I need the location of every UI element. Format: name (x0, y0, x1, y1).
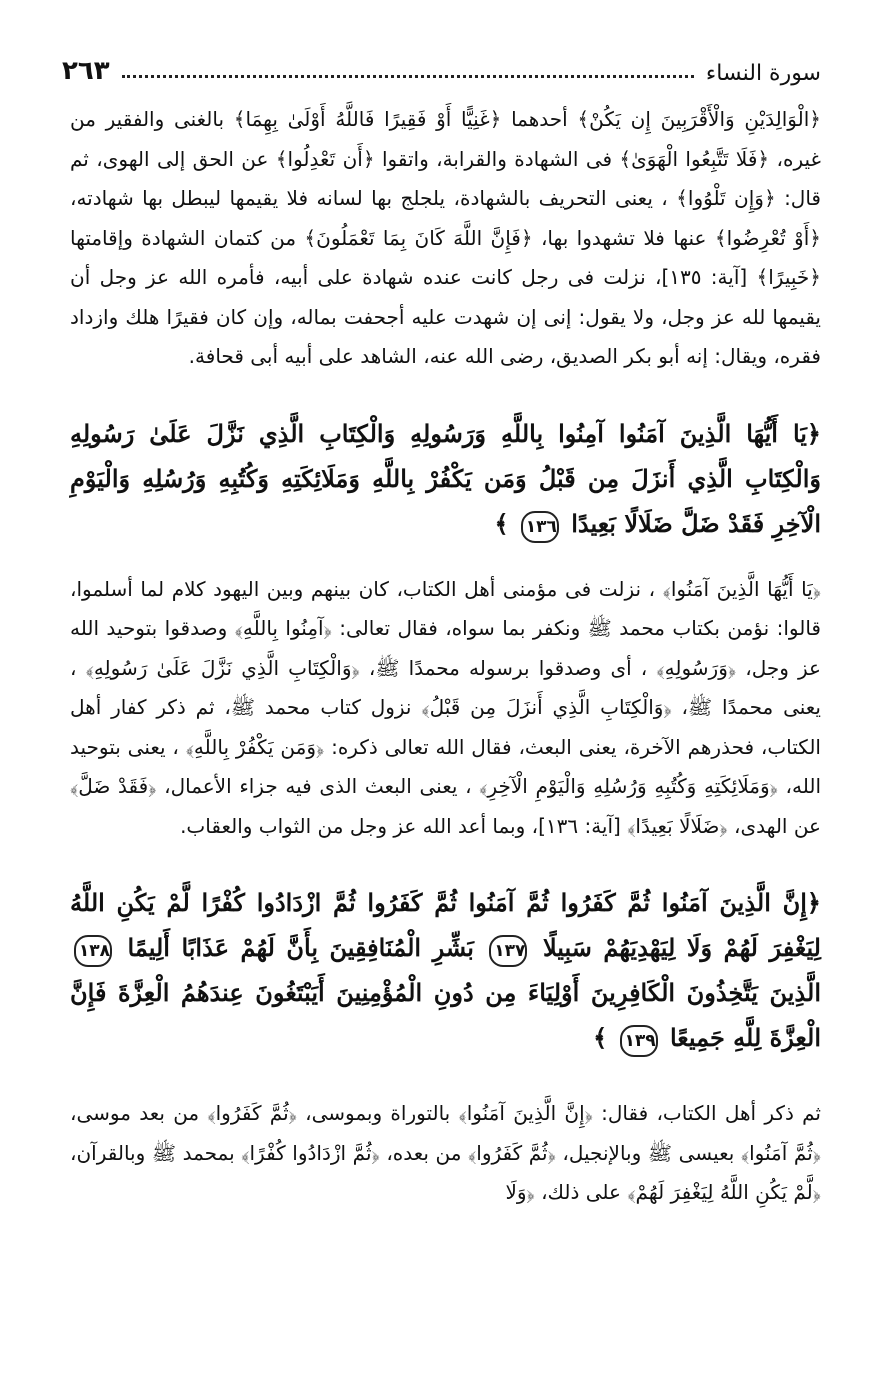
commentary-paragraph-2: ﴿يَا أَيُّهَا الَّذِينَ آمَنُوا﴾ ، نزلت فى مؤمنى أهل الكتاب، كان بينهم وبين اليهود كلام لما أسلموا، قالوا: نؤمن بكتاب محمد ﷺ ونكفر بما سواه، فقال تعالى: ﴿آمِنُوا بِاللَّهِ﴾ وصدقوا بتوحيد الله عز وجل، ﴿وَرَسُولِهِ﴾ ، أى وصدقوا برسوله محمدًا ﷺ، ﴿وَالْكِتَابِ الَّذِي نَزَّلَ عَلَىٰ رَسُولِهِ﴾ ، يعنى محمدًا ﷺ، ﴿وَالْكِتَابِ الَّذِي أَنزَلَ مِن قَبْلُ﴾ نزول كتاب محمد ﷺ، ثم ذكر كفار أهل الكتاب، فحذرهم الآخرة، يعنى البعث، فقال الله تعالى ذكره: ﴿وَمَن يَكْفُرْ بِاللَّهِ﴾ ، يعنى بتوحيد الله، ﴿وَمَلَائِكَتِهِ وَكُتُبِهِ وَرُسُلِهِ وَالْيَوْمِ الْآخِرِ﴾ ، يعنى البعث الذى فيه جزاء الأعمال، ﴿فَقَدْ ضَلَّ﴾ عن الهدى، ﴿ضَلَالًا بَعِيدًا﴾ [آية: ١٣٦]، وبما أعد الله عز وجل من الثواب والعقاب. (70, 576, 821, 838)
verse-136-text: ﴿يَا أَيُّهَا الَّذِينَ آمَنُوا آمِنُوا بِاللَّهِ وَرَسُولِهِ وَالْكِتَابِ الَّذِي نَزَّلَ عَلَىٰ رَسُولِهِ وَالْكِتَابِ الَّذِي أَنزَلَ مِن قَبْلُ وَمَن يَكْفُرْ بِاللَّهِ وَمَلَائِكَتِهِ وَكُتُبِهِ وَرُسُلِهِ وَالْيَوْمِ الْآخِرِ فَقَدْ ضَلَّ ضَلَالًا بَعِيدًا (70, 418, 821, 538)
quran-verses-137-139 (70, 880, 821, 1060)
quran-verse-136 (70, 411, 821, 546)
surah-title: سورة النساء (705, 61, 821, 86)
commentary-paragraph-1: ﴿الْوَالِدَيْنِ وَالْأَقْرَبِينَ إِن يَكُنْ﴾ أحدهما ﴿غَنِيًّا أَوْ فَقِيرًا فَاللَّهُ أَوْلَىٰ بِهِمَا﴾ بالغنى والفقير من غيره، ﴿فَلَا تَتَّبِعُوا الْهَوَىٰ﴾ فى الشهادة والقرابة، واتقوا ﴿أَن تَعْدِلُوا﴾ عن الحق إلى الهوى، ثم قال: ﴿وَإِن تَلْوُوا﴾ ، يعنى التحريف بالشهادة، يلجلج بها لسانه فلا يقيمها ليبطل بها شهادته، ﴿أَوْ تُعْرِضُوا﴾ عنها فلا تشهدوا بها، ﴿فَإِنَّ اللَّهَ كَانَ بِمَا تَعْمَلُونَ﴾ من كتمان الشهادة وإقامتها ﴿خَبِيرًا﴾ [آية: ١٣٥]، نزلت فى رجل كانت عنده شهادة على أبيه، فأمره الله عز وجل أن يقيمها لله عز وجل، ولا يقول: إنى إن شهدت عليه أجحفت بماله، وإن كان فقيرًا هلك وازداد فقره، ويقال: إنه أبو بكر الصديق، رضى الله عنه، الشاهد على أبيه أبى قحافة. (70, 107, 821, 368)
page-body (70, 100, 821, 1213)
verse-139-close-bracket: ﴾ (593, 1023, 608, 1052)
verse-number-137: ١٣٧ (489, 935, 527, 967)
page-number: ٢٦٣ (62, 56, 110, 86)
verse-136-close-bracket: ﴾ (494, 508, 509, 538)
verse-number-136: ١٣٦ (521, 511, 559, 543)
page-header (62, 38, 821, 86)
verse-139-text: الَّذِينَ يَتَّخِذُونَ الْكَافِرِينَ أَوْلِيَاءَ مِن دُونِ الْمُؤْمِنِينَ أَيَبْتَغُونَ عِندَهُمُ الْعِزَّةَ فَإِنَّ الْعِزَّةَ لِلَّهِ جَمِيعًا (70, 978, 821, 1052)
commentary-paragraph-3: ثم ذكر أهل الكتاب، فقال: ﴿إِنَّ الَّذِينَ آمَنُوا﴾ بالتوراة وبموسى، ﴿ثُمَّ كَفَرُوا﴾ من بعد موسى، ﴿ثُمَّ آمَنُوا﴾ بعيسى ﷺ وبالإنجيل، ﴿ثُمَّ كَفَرُوا﴾ من بعده، ﴿ثُمَّ ازْدَادُوا كُفْرًا﴾ بمحمد ﷺ وبالقرآن، ﴿لَّمْ يَكُنِ اللَّهُ لِيَغْفِرَ لَهُمْ﴾ على ذلك، ﴿وَلَا (70, 1101, 821, 1204)
verse-number-138: ١٣٨ (74, 935, 112, 967)
header-dotted-leader (122, 74, 694, 78)
verse-138-text: بَشِّرِ الْمُنَافِقِينَ بِأَنَّ لَهُمْ عَذَابًا أَلِيمًا (127, 933, 474, 962)
verse-number-139: ١٣٩ (620, 1025, 658, 1057)
verse-137-text: ﴿إِنَّ الَّذِينَ آمَنُوا ثُمَّ كَفَرُوا ثُمَّ آمَنُوا ثُمَّ كَفَرُوا ثُمَّ ازْدَادُوا كُفْرًا لَّمْ يَكُنِ اللَّهُ لِيَغْفِرَ لَهُمْ وَلَا لِيَهْدِيَهُمْ سَبِيلًا (70, 888, 821, 962)
